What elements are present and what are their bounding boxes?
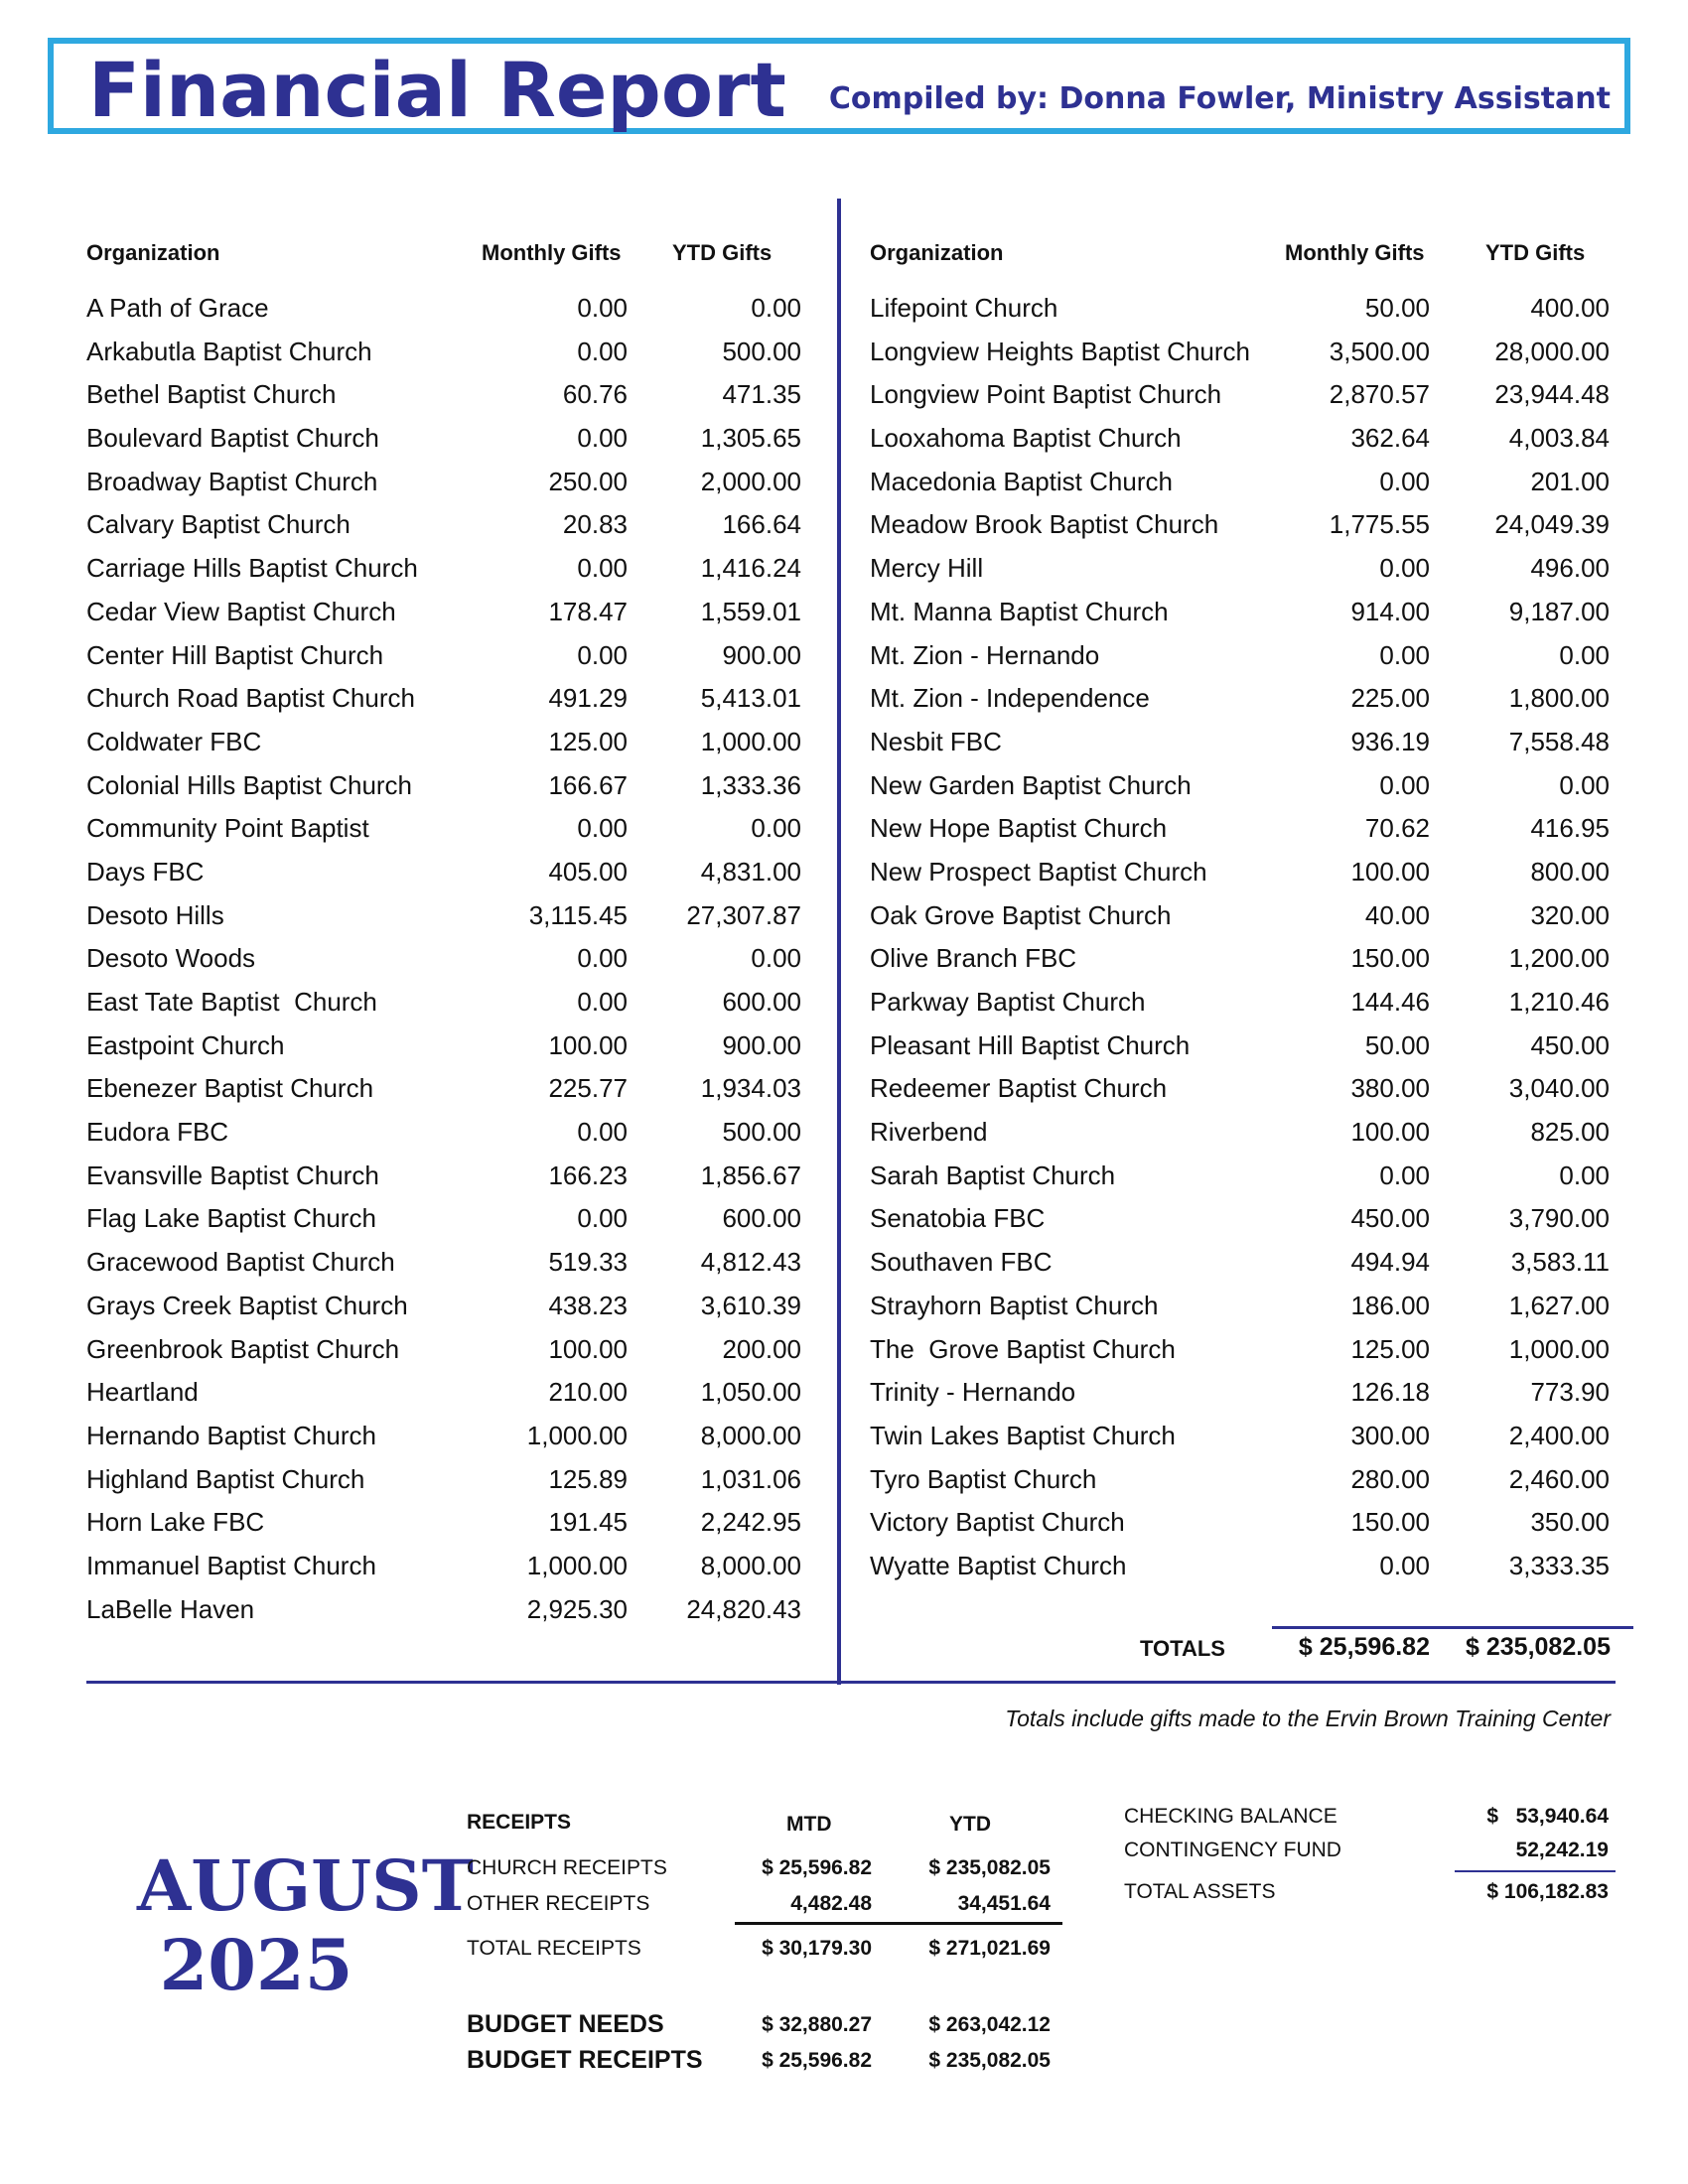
ytd-gifts: 800.00: [1530, 856, 1610, 887]
org-name: Redeemer Baptist Church: [870, 1073, 1168, 1104]
ytd-gifts: 1,200.00: [1508, 943, 1610, 974]
ytd-gifts: 416.95: [1530, 813, 1610, 844]
monthly-gifts: 50.00: [1364, 293, 1430, 323]
ytd-gifts: 201.00: [1530, 466, 1610, 496]
monthly-gifts: 50.00: [1364, 1029, 1430, 1060]
monthly-gifts: 0.00: [577, 1117, 628, 1148]
period-year: 2025: [159, 1924, 353, 2006]
total-receipts-ytd: $ 271,021.69: [928, 1937, 1051, 1960]
table-row: [86, 720, 801, 763]
table-row: [86, 850, 801, 893]
ytd-gifts: 3,610.39: [700, 1290, 801, 1320]
org-name: New Prospect Baptist Church: [870, 856, 1207, 887]
ytd-gifts: 3,790.00: [1508, 1203, 1610, 1234]
ytd-gifts: 1,031.06: [700, 1463, 801, 1494]
table-row: [86, 1457, 801, 1501]
ytd-gifts: 471.35: [722, 379, 801, 410]
monthly-gifts: 210.00: [548, 1377, 628, 1408]
ytd-gifts: 7,558.48: [1508, 726, 1610, 756]
monthly-gifts: 178.47: [548, 596, 628, 626]
org-name: Desoto Hills: [86, 899, 224, 930]
monthly-gifts: 494.94: [1350, 1247, 1430, 1278]
monthly-gifts: 0.00: [1379, 639, 1430, 670]
org-name: East Tate Baptist Church: [86, 987, 377, 1017]
monthly-gifts: 100.00: [1350, 1117, 1430, 1148]
ytd-gifts: 0.00: [1559, 769, 1610, 800]
monthly-gifts: 0.00: [1379, 1550, 1430, 1580]
table-row: [86, 502, 801, 546]
monthly-gifts: 0.00: [577, 553, 628, 584]
ytd-gifts: 900.00: [722, 1029, 801, 1060]
org-name: LaBelle Haven: [86, 1593, 255, 1624]
other-receipts-mtd: 4,482.48: [790, 1892, 872, 1915]
org-name: Greenbrook Baptist Church: [86, 1333, 400, 1364]
ytd-gifts: 8,000.00: [700, 1420, 801, 1450]
ytd-gifts: 3,333.35: [1508, 1550, 1610, 1580]
ytd-gifts: 2,460.00: [1508, 1463, 1610, 1494]
org-name: Trinity - Hernando: [870, 1377, 1076, 1408]
table-row: [870, 1240, 1610, 1284]
org-name: Eudora FBC: [86, 1117, 229, 1148]
org-name: Colonial Hills Baptist Church: [86, 769, 413, 800]
monthly-gifts: 20.83: [562, 509, 628, 540]
table-row: [86, 893, 801, 937]
table-row: [86, 1284, 801, 1327]
ytd-gifts: 24,820.43: [686, 1593, 801, 1624]
ytd-gifts: 3,040.00: [1508, 1073, 1610, 1104]
monthly-gifts: 3,500.00: [1329, 336, 1430, 366]
org-name: Lifepoint Church: [870, 293, 1058, 323]
ytd-gifts: 1,559.01: [700, 596, 801, 626]
table-row: [86, 546, 801, 590]
monthly-gifts: 450.00: [1350, 1203, 1430, 1234]
ytd-gifts: 27,307.87: [686, 899, 801, 930]
org-name: Boulevard Baptist Church: [86, 423, 379, 454]
org-name: Broadway Baptist Church: [86, 466, 378, 496]
budget-needs-mtd: $ 32,880.27: [762, 2013, 872, 2036]
ytd-gifts: 2,000.00: [700, 466, 801, 496]
ytd-gifts: 1,416.24: [700, 553, 801, 584]
ytd-gifts: 0.00: [751, 813, 801, 844]
ytd-gifts: 0.00: [1559, 639, 1610, 670]
monthly-gifts: 150.00: [1350, 943, 1430, 974]
org-name: Grays Creek Baptist Church: [86, 1290, 408, 1320]
monthly-gifts: 438.23: [548, 1290, 628, 1320]
ytd-gifts: 0.00: [751, 943, 801, 974]
ytd-gifts: 24,049.39: [1494, 509, 1610, 540]
monthly-gifts: 280.00: [1350, 1463, 1430, 1494]
org-name: Calvary Baptist Church: [86, 509, 351, 540]
budget-receipts-ytd: $ 235,082.05: [928, 2049, 1051, 2072]
checking-balance-value: $ 53,940.64: [1486, 1805, 1609, 1828]
ytd-gifts: 3,583.11: [1510, 1247, 1610, 1278]
monthly-gifts: 0.00: [577, 639, 628, 670]
table-row: [870, 763, 1610, 807]
org-name: Nesbit FBC: [870, 726, 1002, 756]
org-name: Tyro Baptist Church: [870, 1463, 1097, 1494]
ytd-gifts: 5,413.01: [700, 683, 801, 714]
ytd-gifts: 1,210.46: [1508, 987, 1610, 1017]
ytd-gifts: 773.90: [1530, 1377, 1610, 1408]
ytd-gifts: 1,305.65: [700, 423, 801, 454]
table-row: [870, 1544, 1610, 1587]
receipts-ytd-header: YTD: [949, 1813, 991, 1836]
ytd-gifts: 9,187.00: [1508, 596, 1610, 626]
ytd-gifts: 2,242.95: [700, 1507, 801, 1538]
right-col-monthly-header: Monthly Gifts: [1285, 240, 1425, 265]
table-row: [870, 330, 1610, 373]
monthly-gifts: 1,000.00: [526, 1420, 628, 1450]
monthly-gifts: 186.00: [1350, 1290, 1430, 1320]
table-row: [86, 936, 801, 980]
left-col-monthly-header: Monthly Gifts: [482, 240, 622, 265]
monthly-gifts: 126.18: [1350, 1377, 1430, 1408]
table-row: [870, 1327, 1610, 1371]
table-row: [86, 590, 801, 633]
org-name: Meadow Brook Baptist Church: [870, 509, 1219, 540]
monthly-gifts: 0.00: [1379, 769, 1430, 800]
monthly-gifts: 519.33: [548, 1247, 628, 1278]
ytd-gifts: 8,000.00: [700, 1550, 801, 1580]
table-row: [870, 633, 1610, 677]
ytd-gifts: 825.00: [1530, 1117, 1610, 1148]
table-row: [870, 1457, 1610, 1501]
monthly-gifts: 144.46: [1350, 987, 1430, 1017]
monthly-gifts: 150.00: [1350, 1507, 1430, 1538]
org-name: Mt. Manna Baptist Church: [870, 596, 1169, 626]
table-row: [86, 763, 801, 807]
monthly-gifts: 2,870.57: [1329, 379, 1430, 410]
ytd-gifts: 4,831.00: [700, 856, 801, 887]
ytd-gifts: 1,000.00: [1508, 1333, 1610, 1364]
left-col-org-header: Organization: [86, 240, 220, 265]
org-name: Arkabutla Baptist Church: [86, 336, 372, 366]
org-name: Senatobia FBC: [870, 1203, 1046, 1234]
table-row: [86, 416, 801, 460]
org-name: Olive Branch FBC: [870, 943, 1077, 974]
left-col-ytd-header: YTD Gifts: [672, 240, 773, 265]
org-name: Gracewood Baptist Church: [86, 1247, 395, 1278]
table-row: [86, 1066, 801, 1110]
monthly-gifts: 60.76: [562, 379, 628, 410]
budget-receipts-mtd: $ 25,596.82: [762, 2049, 872, 2072]
right-col-org-header: Organization: [870, 240, 1004, 265]
org-name: Days FBC: [86, 856, 205, 887]
monthly-gifts: 405.00: [548, 856, 628, 887]
monthly-gifts: 0.00: [577, 813, 628, 844]
right-col-ytd-header: YTD Gifts: [1485, 240, 1586, 265]
monthly-gifts: 0.00: [577, 987, 628, 1017]
contingency-fund-label: CONTINGENCY FUND: [1124, 1839, 1341, 1861]
org-name: Mercy Hill: [870, 553, 984, 584]
table-row: [86, 1587, 801, 1631]
ytd-gifts: 166.64: [722, 509, 801, 540]
monthly-gifts: 1,775.55: [1329, 509, 1430, 540]
monthly-gifts: 3,115.45: [528, 899, 628, 930]
total-assets-value: $ 106,182.83: [1486, 1880, 1609, 1903]
totals-rule: [1272, 1626, 1633, 1629]
table-row: [86, 980, 801, 1024]
table-row: [870, 720, 1610, 763]
receipts-heading: RECEIPTS: [467, 1811, 572, 1834]
table-row: [870, 1110, 1610, 1154]
ytd-gifts: 350.00: [1530, 1507, 1610, 1538]
monthly-gifts: 166.23: [548, 1160, 628, 1190]
table-row: [870, 1284, 1610, 1327]
org-name: Oak Grove Baptist Church: [870, 899, 1172, 930]
ytd-gifts: 496.00: [1530, 553, 1610, 584]
monthly-gifts: 125.00: [548, 726, 628, 756]
table-row: [86, 1024, 801, 1067]
org-name: Center Hill Baptist Church: [86, 639, 384, 670]
table-row: [86, 1154, 801, 1197]
receipts-mtd-header: MTD: [786, 1813, 832, 1836]
totals-label: TOTALS: [1140, 1636, 1225, 1661]
budget-needs-label: BUDGET NEEDS: [467, 2010, 664, 2038]
ytd-gifts: 1,856.67: [700, 1160, 801, 1190]
monthly-gifts: 380.00: [1350, 1073, 1430, 1104]
table-row: [86, 460, 801, 503]
ytd-gifts: 2,400.00: [1508, 1420, 1610, 1450]
ytd-gifts: 500.00: [722, 336, 801, 366]
table-row: [870, 1024, 1610, 1067]
org-name: Parkway Baptist Church: [870, 987, 1146, 1017]
org-name: Horn Lake FBC: [86, 1507, 265, 1538]
org-name: Mt. Zion - Independence: [870, 683, 1150, 714]
monthly-gifts: 2,925.30: [526, 1593, 628, 1624]
monthly-gifts: 0.00: [577, 293, 628, 323]
ytd-gifts: 600.00: [722, 987, 801, 1017]
assets-sum-rule: [1455, 1870, 1616, 1872]
totals-ytd: $ 235,082.05: [1466, 1633, 1611, 1661]
ytd-gifts: 320.00: [1530, 899, 1610, 930]
table-row: [86, 1370, 801, 1414]
ytd-gifts: 4,003.84: [1508, 423, 1610, 454]
monthly-gifts: 125.00: [1350, 1333, 1430, 1364]
table-row: [870, 893, 1610, 937]
table-row: [870, 1370, 1610, 1414]
report-period: [137, 1844, 474, 2006]
column-divider: [837, 199, 841, 1685]
org-name: Victory Baptist Church: [870, 1507, 1125, 1538]
ytd-gifts: 900.00: [722, 639, 801, 670]
org-name: New Garden Baptist Church: [870, 769, 1192, 800]
other-receipts-ytd: 34,451.64: [957, 1892, 1051, 1915]
table-row: [86, 1500, 801, 1544]
table-row: [870, 1500, 1610, 1544]
report-header: [48, 38, 1630, 134]
right-gifts-table: [870, 286, 1610, 1587]
table-row: [86, 1110, 801, 1154]
org-name: Longview Heights Baptist Church: [870, 336, 1250, 366]
monthly-gifts: 0.00: [577, 1203, 628, 1234]
org-name: Coldwater FBC: [86, 726, 262, 756]
ytd-gifts: 28,000.00: [1494, 336, 1610, 366]
monthly-gifts: 191.45: [548, 1507, 628, 1538]
monthly-gifts: 914.00: [1350, 596, 1430, 626]
monthly-gifts: 225.00: [1350, 683, 1430, 714]
table-row: [86, 676, 801, 720]
table-row: [870, 372, 1610, 416]
monthly-gifts: 0.00: [1379, 466, 1430, 496]
table-row: [86, 372, 801, 416]
ytd-gifts: 1,934.03: [700, 1073, 801, 1104]
page-title: Financial Report: [88, 46, 786, 134]
totals-note: Totals include gifts made to the Ervin Brown Training Center: [1005, 1706, 1611, 1731]
table-row: [86, 633, 801, 677]
monthly-gifts: 362.64: [1350, 423, 1430, 454]
monthly-gifts: 125.89: [548, 1463, 628, 1494]
org-name: Highland Baptist Church: [86, 1463, 365, 1494]
org-name: Bethel Baptist Church: [86, 379, 337, 410]
table-row: [870, 416, 1610, 460]
ytd-gifts: 0.00: [751, 293, 801, 323]
org-name: Hernando Baptist Church: [86, 1420, 376, 1450]
ytd-gifts: 450.00: [1530, 1029, 1610, 1060]
church-receipts-label: CHURCH RECEIPTS: [467, 1856, 667, 1879]
org-name: Riverbend: [870, 1117, 988, 1148]
table-row: [86, 806, 801, 850]
org-name: The Grove Baptist Church: [870, 1333, 1176, 1364]
table-row: [86, 1327, 801, 1371]
org-name: Church Road Baptist Church: [86, 683, 415, 714]
monthly-gifts: 100.00: [548, 1333, 628, 1364]
table-row: [870, 502, 1610, 546]
ytd-gifts: 1,000.00: [700, 726, 801, 756]
table-row: [870, 460, 1610, 503]
monthly-gifts: 1,000.00: [526, 1550, 628, 1580]
table-row: [86, 286, 801, 330]
ytd-gifts: 400.00: [1530, 293, 1610, 323]
org-name: Cedar View Baptist Church: [86, 596, 396, 626]
contingency-fund-value: 52,242.19: [1515, 1839, 1609, 1861]
total-receipts-label: TOTAL RECEIPTS: [467, 1937, 641, 1960]
table-row: [870, 806, 1610, 850]
table-bottom-rule: [86, 1681, 1616, 1684]
org-name: Sarah Baptist Church: [870, 1160, 1116, 1190]
monthly-gifts: 250.00: [548, 466, 628, 496]
org-name: Carriage Hills Baptist Church: [86, 553, 418, 584]
org-name: Twin Lakes Baptist Church: [870, 1420, 1176, 1450]
org-name: Heartland: [86, 1377, 199, 1408]
org-name: Wyatte Baptist Church: [870, 1550, 1127, 1580]
ytd-gifts: 0.00: [1559, 1160, 1610, 1190]
org-name: Southaven FBC: [870, 1247, 1053, 1278]
monthly-gifts: 0.00: [1379, 1160, 1430, 1190]
table-row: [870, 676, 1610, 720]
org-name: Strayhorn Baptist Church: [870, 1290, 1159, 1320]
table-row: [870, 1154, 1610, 1197]
ytd-gifts: 1,333.36: [700, 769, 801, 800]
monthly-gifts: 491.29: [548, 683, 628, 714]
table-row: [86, 1544, 801, 1587]
org-name: Immanuel Baptist Church: [86, 1550, 376, 1580]
monthly-gifts: 225.77: [548, 1073, 628, 1104]
table-row: [870, 1066, 1610, 1110]
org-name: A Path of Grace: [86, 293, 269, 323]
table-row: [870, 1414, 1610, 1457]
table-row: [870, 1196, 1610, 1240]
org-name: Looxahoma Baptist Church: [870, 423, 1182, 454]
ytd-gifts: 1,627.00: [1508, 1290, 1610, 1320]
ytd-gifts: 23,944.48: [1494, 379, 1610, 410]
org-name: New Hope Baptist Church: [870, 813, 1168, 844]
monthly-gifts: 70.62: [1364, 813, 1430, 844]
table-row: [870, 546, 1610, 590]
org-name: Eastpoint Church: [86, 1029, 285, 1060]
other-receipts-label: OTHER RECEIPTS: [467, 1892, 650, 1915]
org-name: Ebenezer Baptist Church: [86, 1073, 374, 1104]
table-row: [870, 980, 1610, 1024]
ytd-gifts: 4,812.43: [700, 1247, 801, 1278]
table-row: [86, 330, 801, 373]
budget-needs-ytd: $ 263,042.12: [928, 2013, 1051, 2036]
ytd-gifts: 200.00: [722, 1333, 801, 1364]
org-name: Macedonia Baptist Church: [870, 466, 1173, 496]
table-row: [86, 1196, 801, 1240]
table-row: [870, 936, 1610, 980]
compiled-by: Compiled by: Donna Fowler, Ministry Assistant: [828, 81, 1611, 116]
ytd-gifts: 1,800.00: [1508, 683, 1610, 714]
left-gifts-table: [86, 286, 801, 1630]
monthly-gifts: 300.00: [1350, 1420, 1430, 1450]
monthly-gifts: 166.67: [548, 769, 628, 800]
monthly-gifts: 0.00: [577, 423, 628, 454]
org-name: Desoto Woods: [86, 943, 256, 974]
table-row: [86, 1414, 801, 1457]
period-month: AUGUST: [137, 1844, 474, 1927]
church-receipts-mtd: $ 25,596.82: [762, 1856, 872, 1879]
org-name: Pleasant Hill Baptist Church: [870, 1029, 1191, 1060]
org-name: Mt. Zion - Hernando: [870, 639, 1100, 670]
table-row: [870, 590, 1610, 633]
checking-balance-label: CHECKING BALANCE: [1124, 1805, 1337, 1828]
ytd-gifts: 500.00: [722, 1117, 801, 1148]
org-name: Community Point Baptist: [86, 813, 369, 844]
monthly-gifts: 936.19: [1350, 726, 1430, 756]
monthly-gifts: 0.00: [577, 336, 628, 366]
monthly-gifts: 0.00: [1379, 553, 1430, 584]
monthly-gifts: 40.00: [1364, 899, 1430, 930]
ytd-gifts: 600.00: [722, 1203, 801, 1234]
monthly-gifts: 100.00: [548, 1029, 628, 1060]
monthly-gifts: 0.00: [577, 943, 628, 974]
totals-monthly: $ 25,596.82: [1298, 1633, 1430, 1661]
table-row: [86, 1240, 801, 1284]
table-row: [870, 850, 1610, 893]
org-name: Flag Lake Baptist Church: [86, 1203, 376, 1234]
total-receipts-mtd: $ 30,179.30: [762, 1937, 872, 1960]
budget-receipts-label: BUDGET RECEIPTS: [467, 2046, 703, 2074]
monthly-gifts: 100.00: [1350, 856, 1430, 887]
ytd-gifts: 1,050.00: [700, 1377, 801, 1408]
church-receipts-ytd: $ 235,082.05: [928, 1856, 1051, 1879]
receipts-sum-rule: [735, 1922, 1062, 1925]
org-name: Longview Point Baptist Church: [870, 379, 1222, 410]
total-assets-label: TOTAL ASSETS: [1124, 1880, 1276, 1903]
org-name: Evansville Baptist Church: [86, 1160, 379, 1190]
table-row: [870, 286, 1610, 330]
